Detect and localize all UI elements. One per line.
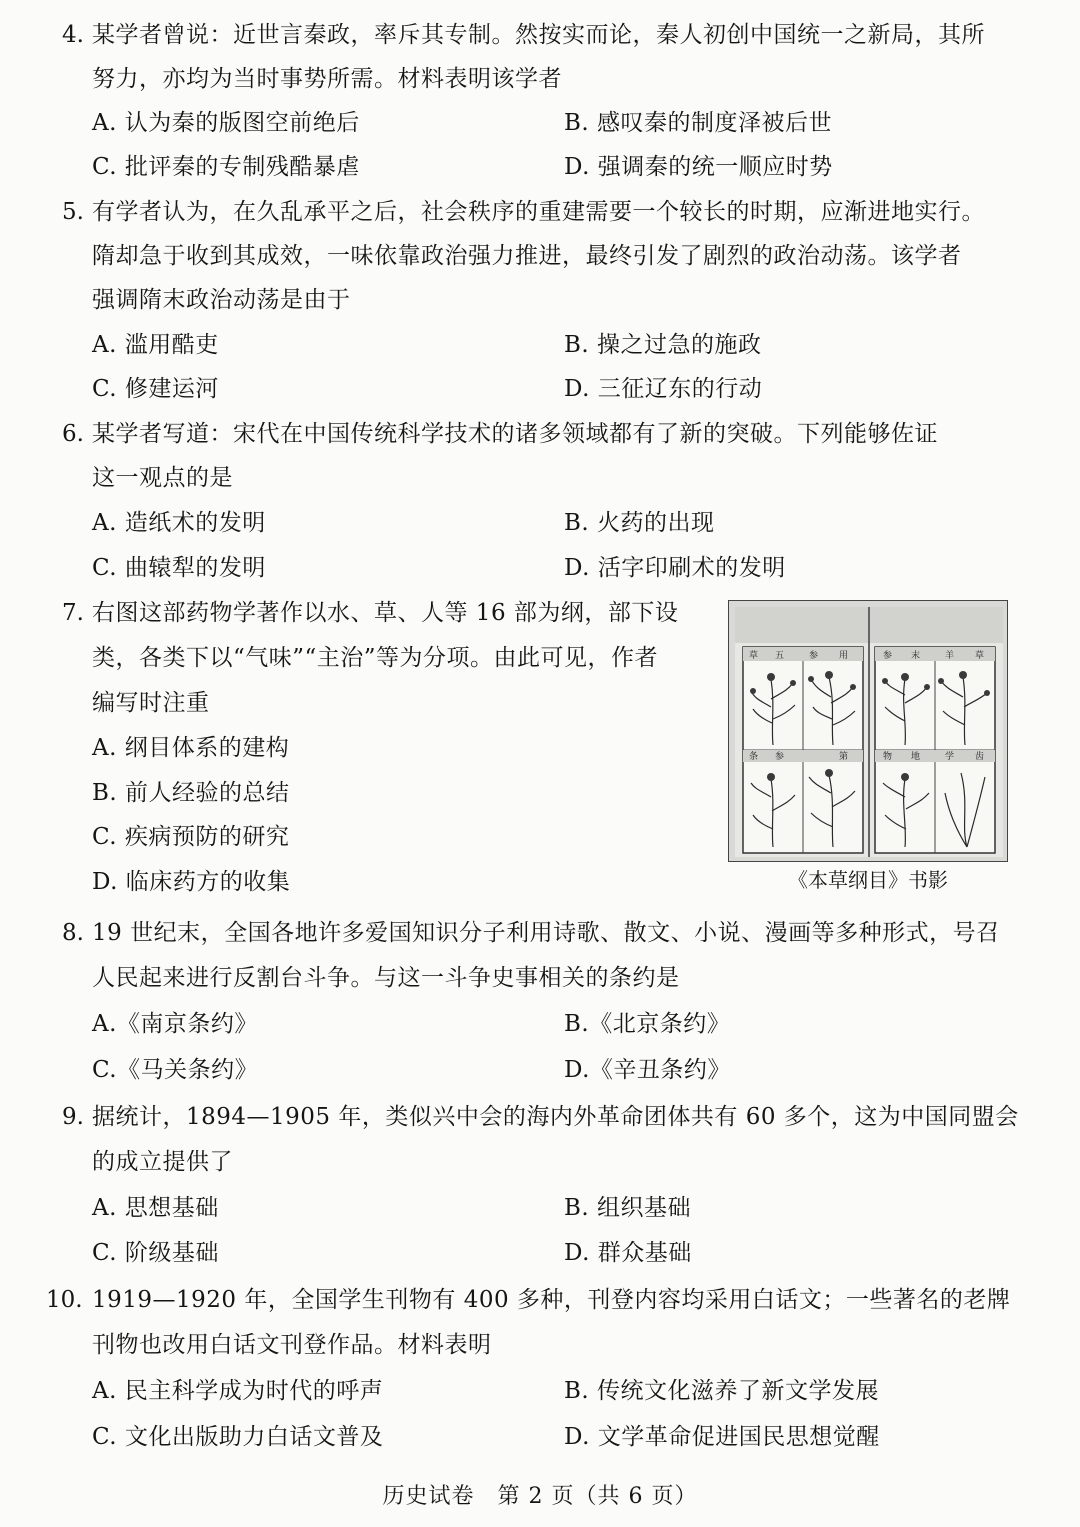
option-d: D. 临床药方的收集 <box>92 869 291 895</box>
herbal-plants-illustration <box>735 607 1003 857</box>
book-illustration-image <box>728 600 1008 862</box>
option-b: B. 感叹秦的制度泽被后世 <box>564 110 833 136</box>
question-text: 19 世纪末，全国各地许多爱国知识分子利用诗歌、散文、小说、漫画等多种形式，号召 <box>92 920 1000 946</box>
plant-label: 参 <box>883 651 893 661</box>
option-c: C. 曲辕犁的发明 <box>92 555 266 581</box>
option-b: B. 操之过急的施政 <box>564 332 762 358</box>
page-footer: 历史试卷 第 2 页（共 6 页） <box>382 1484 698 1509</box>
option-d: D. 三征辽东的行动 <box>564 376 763 402</box>
question-text: 有学者认为，在久乱承平之后，社会秩序的重建需要一个较长的时期，应渐进地实行。 <box>92 199 985 225</box>
plant-label: 参 <box>775 752 785 762</box>
option-c: C. 阶级基础 <box>92 1240 219 1266</box>
question-number: 6. <box>62 421 84 447</box>
question-number: 4. <box>62 22 84 48</box>
plant-label: 地 <box>911 752 921 762</box>
plant-label: 参 <box>809 651 819 661</box>
question-text: 某学者曾说：近世言秦政，率斥其专制。然按实而论，秦人初创中国统一之新局，其所 <box>92 22 985 48</box>
option-c: C. 修建运河 <box>92 376 219 402</box>
option-b: B. 前人经验的总结 <box>92 780 290 806</box>
option-a: A. 认为秦的版图空前绝后 <box>92 110 360 136</box>
option-c: C. 文化出版助力白话文普及 <box>92 1424 384 1450</box>
option-b: B. 组织基础 <box>564 1195 692 1221</box>
option-b: B.《北京条约》 <box>564 1011 731 1037</box>
option-b: B. 传统文化滋养了新文学发展 <box>564 1378 880 1404</box>
plant-label: 五 <box>775 651 785 661</box>
plant-label: 学 <box>945 752 955 762</box>
option-c: C. 疾病预防的研究 <box>92 824 290 850</box>
option-d: D. 群众基础 <box>564 1240 692 1266</box>
book-spread <box>735 607 1001 855</box>
question-text: 刊物也改用白话文刊登作品。材料表明 <box>92 1332 492 1358</box>
question-text: 努力，亦均为当时事势所需。材料表明该学者 <box>92 66 562 92</box>
option-d: D. 活字印刷术的发明 <box>564 555 786 581</box>
plant-label: 用 <box>839 651 849 661</box>
option-a: A. 民主科学成为时代的呼声 <box>92 1378 384 1404</box>
plant-label: 齿 <box>975 752 985 762</box>
question-text: 右图这部药物学著作以水、草、人等 16 部为纲，部下设 <box>92 600 679 626</box>
option-d: D. 文学革命促进国民思想觉醒 <box>564 1424 880 1450</box>
question-number: 7. <box>62 600 84 626</box>
question-text: 的成立提供了 <box>92 1149 233 1175</box>
option-a: A. 思想基础 <box>92 1195 219 1221</box>
option-a: A.《南京条约》 <box>92 1011 258 1037</box>
question-text: 强调隋末政治动荡是由于 <box>92 287 351 313</box>
figure-caption: 《本草纲目》书影 <box>788 868 948 892</box>
option-b: B. 火药的出现 <box>564 510 715 536</box>
option-a: A. 纲目体系的建构 <box>92 735 290 761</box>
question-text: 类，各类下以“气味”“主治”等为分项。由此可见，作者 <box>92 645 659 671</box>
plant-label: 草 <box>975 651 985 661</box>
option-c: C.《马关条约》 <box>92 1057 259 1083</box>
plant-label: 物 <box>883 752 893 762</box>
option-d: D. 强调秦的统一顺应时势 <box>564 154 833 180</box>
question-text: 这一观点的是 <box>92 465 233 491</box>
question-number: 9. <box>62 1104 84 1130</box>
option-d: D.《辛丑条约》 <box>564 1057 731 1083</box>
option-c: C. 批评秦的专制残酷暴虐 <box>92 154 360 180</box>
question-text: 隋却急于收到其成效，一味依靠政治强力推进，最终引发了剧烈的政治动荡。该学者 <box>92 243 962 269</box>
question-text: 1919—1920 年，全国学生刊物有 400 多种，刊登内容均采用白话文；一些著名的老牌 <box>92 1287 1011 1313</box>
plant-label: 条 <box>749 752 759 762</box>
plant-label: 草 <box>749 651 759 661</box>
plant-label: 羊 <box>945 651 955 661</box>
plant-label: 末 <box>911 651 921 661</box>
question-number: 10. <box>46 1287 83 1313</box>
plant-label: 第 <box>839 752 849 762</box>
question-text: 编写时注重 <box>92 690 210 716</box>
option-a: A. 滥用酷吏 <box>92 332 219 358</box>
question-number: 8. <box>62 920 84 946</box>
question-text: 人民起来进行反割台斗争。与这一斗争史事相关的条约是 <box>92 965 680 991</box>
question-text: 据统计，1894—1905 年，类似兴中会的海内外革命团体共有 60 多个，这为中国同盟会 <box>92 1104 1019 1130</box>
question-text: 某学者写道：宋代在中国传统科学技术的诸多领域都有了新的突破。下列能够佐证 <box>92 421 938 447</box>
option-a: A. 造纸术的发明 <box>92 510 266 536</box>
question-number: 5. <box>62 199 84 225</box>
